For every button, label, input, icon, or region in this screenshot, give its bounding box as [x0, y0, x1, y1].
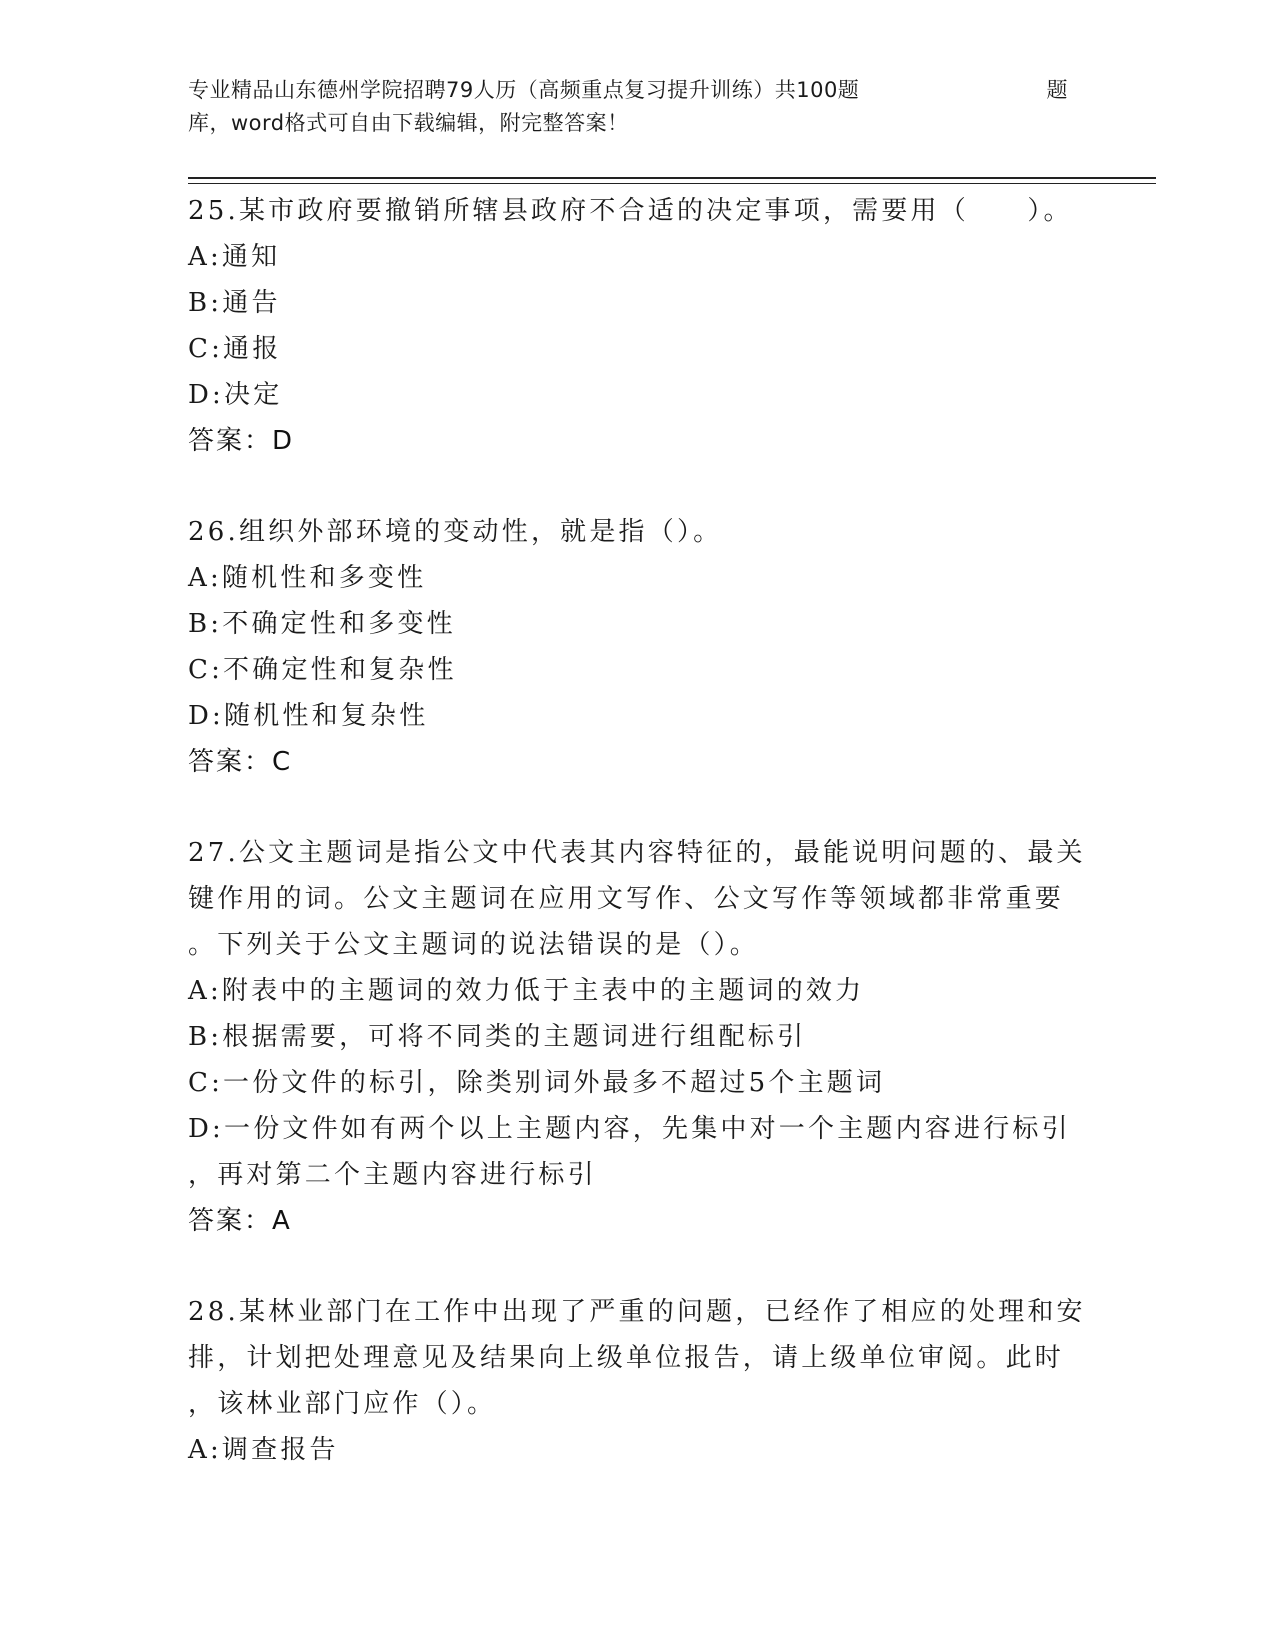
- question-25: [188, 188, 1088, 464]
- question-stem: ，该林业部门应作（）。: [188, 1389, 497, 1419]
- header-line-2: 库，word格式可自由下载编辑，附完整答案！: [188, 111, 629, 135]
- question-stem: 排，计划把处理意见及结果向上级单位报告，请上级单位审阅。此时: [188, 1343, 1065, 1373]
- option-b: B:不确定性和多变性: [188, 609, 456, 639]
- question-27: [188, 830, 1088, 1244]
- question-stem: 。下列关于公文主题词的说法错误的是（）。: [188, 930, 760, 960]
- option-b: B:根据需要，可将不同类的主题词进行组配标引: [188, 1022, 807, 1052]
- option-c: C:通报: [188, 334, 282, 364]
- option-a: A:通知: [188, 242, 281, 272]
- answer: 答案：D: [188, 426, 295, 456]
- option-a: A:随机性和多变性: [188, 563, 427, 593]
- header-divider-thin: [188, 183, 1156, 184]
- question-stem: 25.某市政府要撤销所辖县政府不合适的决定事项，需要用（ ）。: [188, 196, 1073, 226]
- header-divider-thick: [188, 177, 1156, 179]
- option-c: C:不确定性和复杂性: [188, 655, 457, 685]
- question-stem: 28.某林业部门在工作中出现了严重的问题，已经作了相应的处理和安: [188, 1297, 1086, 1327]
- question-stem: 键作用的词。公文主题词在应用文写作、公文写作等领域都非常重要: [188, 884, 1065, 914]
- option-d: D:一份文件如有两个以上主题内容，先集中对一个主题内容进行标引: [188, 1114, 1071, 1144]
- header-line-1: [188, 74, 1068, 107]
- question-28: [188, 1289, 1088, 1473]
- question-26: [188, 509, 1088, 785]
- option-a: A:调查报告: [188, 1435, 339, 1465]
- header-title: 专业精品山东德州学院招聘79人历（高频重点复习提升训练）共100题: [188, 78, 860, 102]
- answer: 答案：C: [188, 747, 293, 777]
- option-d-continued: ，再对第二个主题内容进行标引: [188, 1160, 597, 1190]
- option-d: D:决定: [188, 380, 283, 410]
- document-header: [188, 74, 1068, 140]
- question-stem: 27.公文主题词是指公文中代表其内容特征的，最能说明问题的、最关: [188, 838, 1086, 868]
- option-c: C:一份文件的标引，除类别词外最多不超过5个主题词: [188, 1068, 886, 1098]
- question-stem: 26.组织外部环境的变动性，就是指（）。: [188, 517, 723, 547]
- option-d: D:随机性和复杂性: [188, 701, 429, 731]
- option-b: B:通告: [188, 288, 281, 318]
- question-list: [188, 188, 1088, 1518]
- header-title-wrap: 题: [1046, 78, 1068, 102]
- option-a: A:附表中的主题词的效力低于主表中的主题词的效力: [188, 976, 865, 1006]
- answer: 答案：A: [188, 1206, 292, 1236]
